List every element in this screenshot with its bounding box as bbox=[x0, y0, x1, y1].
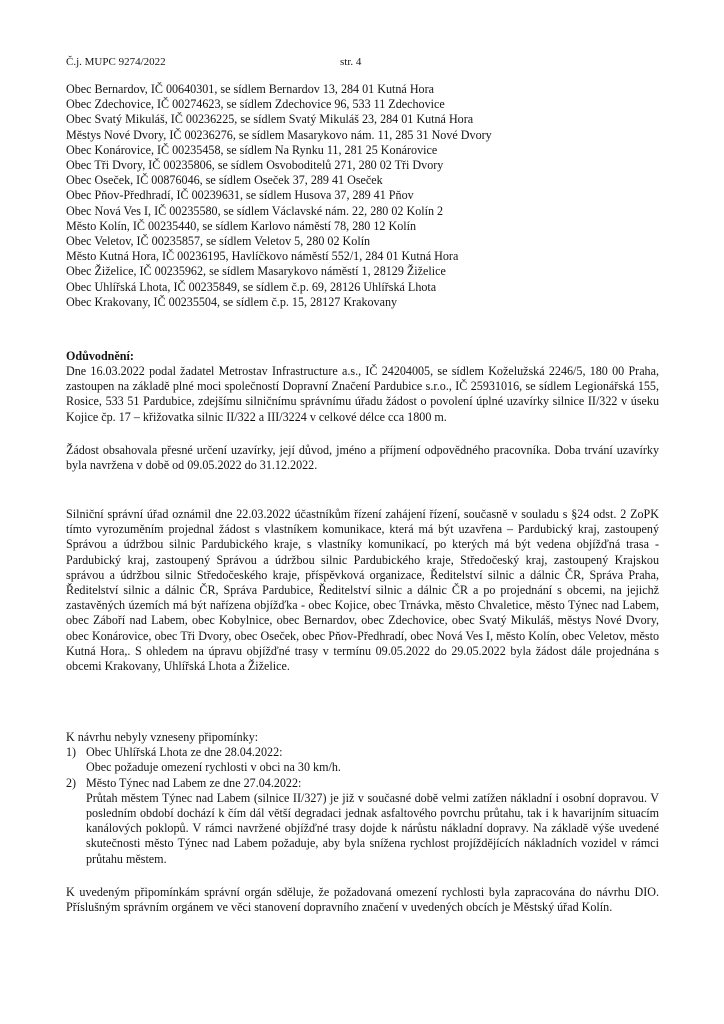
page-number: str. 4 bbox=[340, 56, 362, 68]
municipality-item: Obec Veletov, IČ 00235857, se sídlem Veletov 5, 280 02 Kolín bbox=[66, 234, 371, 249]
municipality-item: Obec Zdechovice, IČ 00274623, se sídlem Zdechovice 96, 533 11 Zdechovice bbox=[66, 97, 445, 112]
objection-item bbox=[66, 745, 659, 775]
objection-text: Průtah městem Týnec nad Labem (silnice II/327) je již v současné době velmi zatížen nákladní i osobní dopravou. V posledním období dochází k čím dál větší degradaci jednak asfaltového povrchu průtahu, tak i k havarijním situacím kanálových poklopů. V rámci navržené objížďné trasy dojde k nárůstu nákladní dopravy. Na základě výše uvedené skutečnosti město Týnec nad Labem požaduje, aby byla snížena rychlost projíždějících nákladních vozidel v rámci průtahu městem. bbox=[86, 790, 659, 866]
application-content-paragraph: Žádost obsahovala přesné určení uzavírky, její důvod, jméno a příjmení odpovědného pracovníka. Doba trvání uzavírky byla navržena v době od 09.05.2022 do 31.12.2022. bbox=[66, 443, 659, 473]
municipality-item: Obec Pňov-Předhradí, IČ 00239631, se sídlem Husova 37, 289 41 Pňov bbox=[66, 188, 414, 203]
municipality-item: Obec Konárovice, IČ 00235458, se sídlem Na Rynku 11, 281 25 Konárovice bbox=[66, 142, 438, 157]
municipality-item: Obec Oseček, IČ 00876046, se sídlem Oseček 37, 289 41 Oseček bbox=[66, 173, 383, 188]
reference-number: Č.j. MUPC 9274/2022 bbox=[66, 56, 166, 68]
application-paragraph: Dne 16.03.2022 podal žadatel Metrostav Infrastructure a.s., IČ 24204005, se sídlem Koželužská 2246/5, 180 00 Praha, zastoupen na základě plné moci společností Dopravní Značení Pardubice s.r.o., IČ 25931016, se sídlem Legionářská 155, Rosice, 533 51 Pardubice, zdejšímu silničnímu správnímu úřadu žádost o povolení úplné uzavírky silnice II/322 v úseku Kojice čp. 17 – křižovatka silnic II/322 a III/3224 v celkové délce cca 1800 m. bbox=[66, 364, 659, 424]
objections-intro: K návrhu nebyly vzneseny připomínky: bbox=[66, 730, 259, 744]
municipality-item: Obec Svatý Mikuláš, IČ 00236225, se sídlem Svatý Mikuláš 23, 284 01 Kutná Hora bbox=[66, 112, 474, 127]
proceedings-paragraph: Silniční správní úřad oznámil dne 22.03.2022 účastníkům řízení zahájení řízení, současně v souladu s §24 odst. 2 ZoPK tímto vyrozuměním projednal žádost s vlastníkem komunikace, která má být uzavřena – Pardubický kraj, zastoupený Správou a údržbou silnic Pardubického kraje, s vlastníky komunikací, po kterých má být vedena objížďná trasa - Pardubický kraj, zastoupený Správou a údržbou silnic Pardubického kraje, Středočeský kraj, zastoupený Krajskou správou a údržbou silnic Středočeského kraje, příspěvková organizace, Ředitelství silnic a dálnic ČR, Správa Praha, Ředitelství silnic a dálnic ČR, Správa Pardubice, Ředitelství silnic a dálnic ČR a po projednání s obcemi, na jejichž zastavěných územích má být nařízena objížďka - obec Kojice, obec Trnávka, město Chvaletice, město Týnec nad Labem, obec Záboří nad Labem, obec Kobylnice, obec Bernardov, obec Zdechovice, obec Svatý Mikuláš, městys Nové Dvory, obec Konárovice, obec Tři Dvory, obec Oseček, obec Pňov-Předhradí, obec Nová Ves I, město Kolín, obec Veletov, město Kutná Hora,. S ohledem na úpravu objížďné trasy v termínu 09.05.2022 do 29.05.2022 byla žádost dále projednána s obcemi Krakovany, Uhlířská Lhota a Žiželice. bbox=[66, 507, 659, 674]
municipality-item: Město Kolín, IČ 00235440, se sídlem Karlovo náměstí 78, 280 12 Kolín bbox=[66, 218, 417, 233]
municipality-item: Městys Nové Dvory, IČ 00236276, se sídlem Masarykovo nám. 11, 285 31 Nové Dvory bbox=[66, 127, 492, 142]
objection-title: Obec Uhlířská Lhota ze dne 28.04.2022: bbox=[86, 745, 283, 760]
municipality-item: Obec Tři Dvory, IČ 00235806, se sídlem Osvoboditelů 271, 280 02 Tři Dvory bbox=[66, 158, 444, 173]
municipality-item: Obec Uhlířská Lhota, IČ 00235849, se sídlem č.p. 69, 28126 Uhlířská Lhota bbox=[66, 279, 437, 294]
section-heading: Odůvodnění: bbox=[66, 349, 134, 363]
response-paragraph: K uvedeným připomínkám správní orgán sděluje, že požadovaná omezení rychlosti byla zapracována do návrhu DIO. Příslušným správním orgánem ve věci stanovení dopravního značení v uvedených obcích je Městský úřad Kolín. bbox=[66, 885, 659, 915]
objection-number: 2) bbox=[66, 775, 77, 790]
objections-section bbox=[66, 730, 659, 867]
municipality-item: Obec Krakovany, IČ 00235504, se sídlem č.p. 15, 28127 Krakovany bbox=[66, 294, 398, 309]
objection-text: Obec požaduje omezení rychlosti v obci na 30 km/h. bbox=[86, 760, 341, 775]
municipality-item: Obec Žiželice, IČ 00235962, se sídlem Masarykovo náměstí 1, 28129 Žiželice bbox=[66, 264, 446, 279]
objections-list bbox=[66, 745, 659, 867]
municipality-item: Město Kutná Hora, IČ 00236195, Havlíčkovo náměstí 552/1, 284 01 Kutná Hora bbox=[66, 249, 459, 264]
objection-item bbox=[66, 776, 659, 867]
objection-title: Město Týnec nad Labem ze dne 27.04.2022: bbox=[86, 775, 302, 790]
municipality-item: Obec Bernardov, IČ 00640301, se sídlem Bernardov 13, 284 01 Kutná Hora bbox=[66, 82, 434, 96]
objection-number: 1) bbox=[66, 745, 77, 760]
municipality-list bbox=[66, 82, 659, 310]
municipality-item: Obec Nová Ves I, IČ 00235580, se sídlem Václavské nám. 22, 280 02 Kolín 2 bbox=[66, 203, 444, 218]
